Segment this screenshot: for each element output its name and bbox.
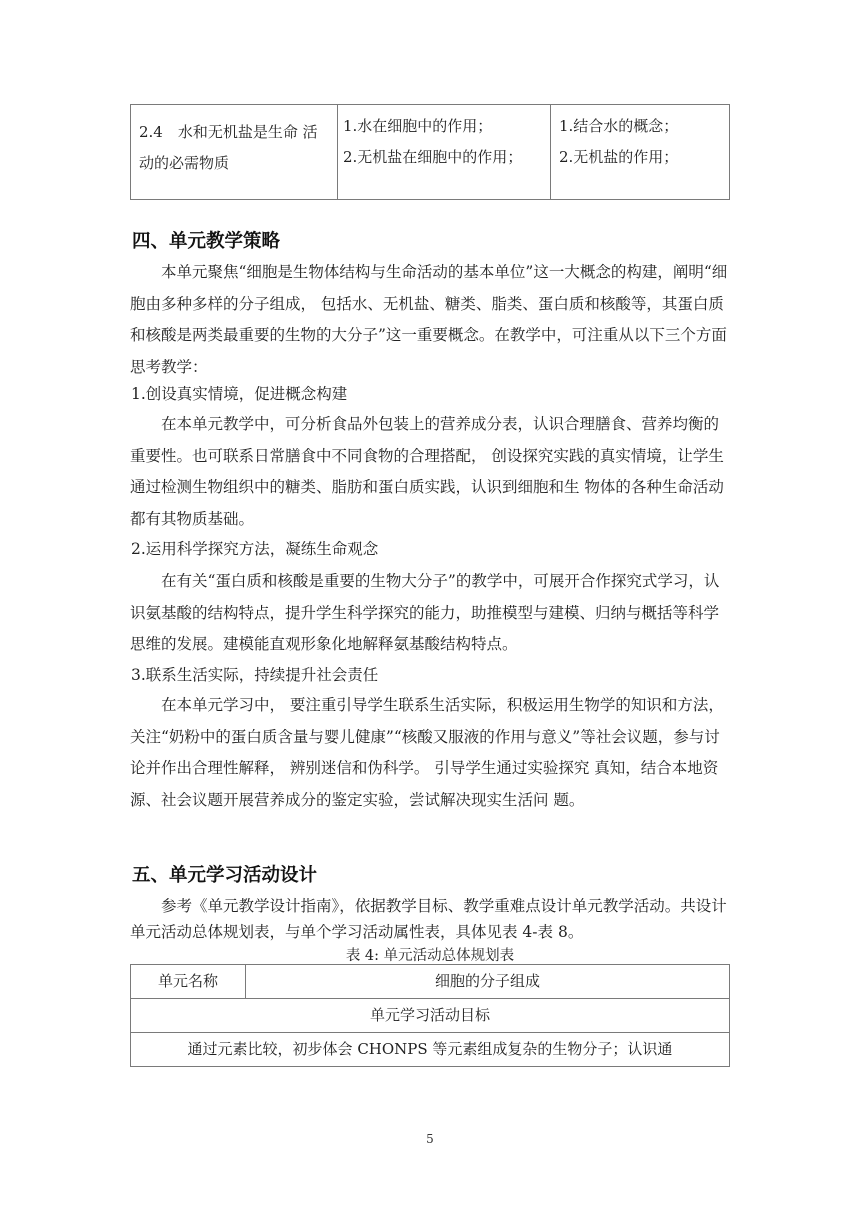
topic-text: 2.4 水和无机盐是生命 活动的必需物质 — [139, 123, 318, 172]
table-caption: 表 4: 单元活动总体规划表 — [345, 948, 515, 964]
strategy-item-title: 2.运用科学探究方法，凝练生命观念 — [131, 540, 379, 558]
page-number: 5 — [426, 1132, 434, 1146]
section-heading-strategy: 四、单元教学策略 — [132, 231, 281, 252]
activity-intro: 参考《单元教学设计指南》，依据教学目标、教学重难点设计单元教学活动。共设计单元活动总体规划表，与单个学习活动属性表，具体见表 4-表 8。 — [130, 897, 727, 941]
strategy-item-body: 在有关“蛋白质和核酸是重要的生物大分子”的教学中，可展开合作探究式学习，认识氨基酸的结构特点，提升学生科学探究的能力，助推模型与建模、归纳与概括等科学思维的发展。建模能直观形象化地解释氨基酸结构特点。 — [130, 572, 720, 653]
key-line: 1.结合水的概念； — [559, 117, 679, 135]
goal-text: 通过元素比较，初步体会 CHONPS 等元素组成复杂的生物分子；认识通 — [131, 1033, 730, 1067]
goal-header: 单元学习活动目标 — [131, 999, 730, 1033]
unit-name-label: 单元名称 — [131, 965, 246, 999]
top-table-cell-topic — [131, 105, 338, 200]
content-line: 1.水在细胞中的作用； — [343, 117, 493, 135]
top-table — [130, 104, 730, 200]
strategy-item-body: 在本单元教学中，可分析食品外包装上的营养成分表，认识合理膳食、营养均衡的重要性。也可联系日常膳食中不同食物的合理搭配， 创设探究实践的真实情境，让学生通过检测生物组织中的糖类、脂肪和蛋白质实践，认识到细胞和生 物体的各种生命活动都有其物质基础。 — [130, 415, 724, 528]
top-table-cell-content — [338, 105, 551, 200]
strategy-item-title: 1.创设真实情境，促进概念构建 — [131, 385, 348, 403]
unit-name-value: 细胞的分子组成 — [246, 965, 730, 999]
content-line: 2.无机盐在细胞中的作用； — [343, 148, 523, 166]
strategy-intro: 本单元聚焦“细胞是生物体结构与生命活动的基本单位”这一大概念的构建，阐明“细胞由多种多样的分子组成， 包括水、无机盐、糖类、脂类、蛋白质和核酸等，其蛋白质和核酸是两类最重要的生物的大分子”这一重要概念。在教学中，可注重从以下三个方面思考教学： — [130, 263, 728, 376]
activity-plan-table — [130, 964, 730, 1067]
top-table-cell-key — [551, 105, 730, 200]
key-line: 2.无机盐的作用； — [559, 148, 679, 166]
strategy-item-title: 3.联系生活实际，持续提升社会责任 — [131, 666, 379, 684]
section-heading-activity-design: 五、单元学习活动设计 — [132, 865, 318, 886]
strategy-item-body: 在本单元学习中， 要注重引导学生联系生活实际，积极运用生物学的知识和方法， 关注“奶粉中的蛋白质含量与婴儿健康”“核酸又服液的作用与意义”等社会议题，参与讨论并作出合理性解释， 辨别迷信和伪科学。 引导学生通过实验探究 真知，结合本地资源、社会议题开展营养成分的鉴定实验，尝试解决现实生活问 题。 — [130, 696, 724, 809]
